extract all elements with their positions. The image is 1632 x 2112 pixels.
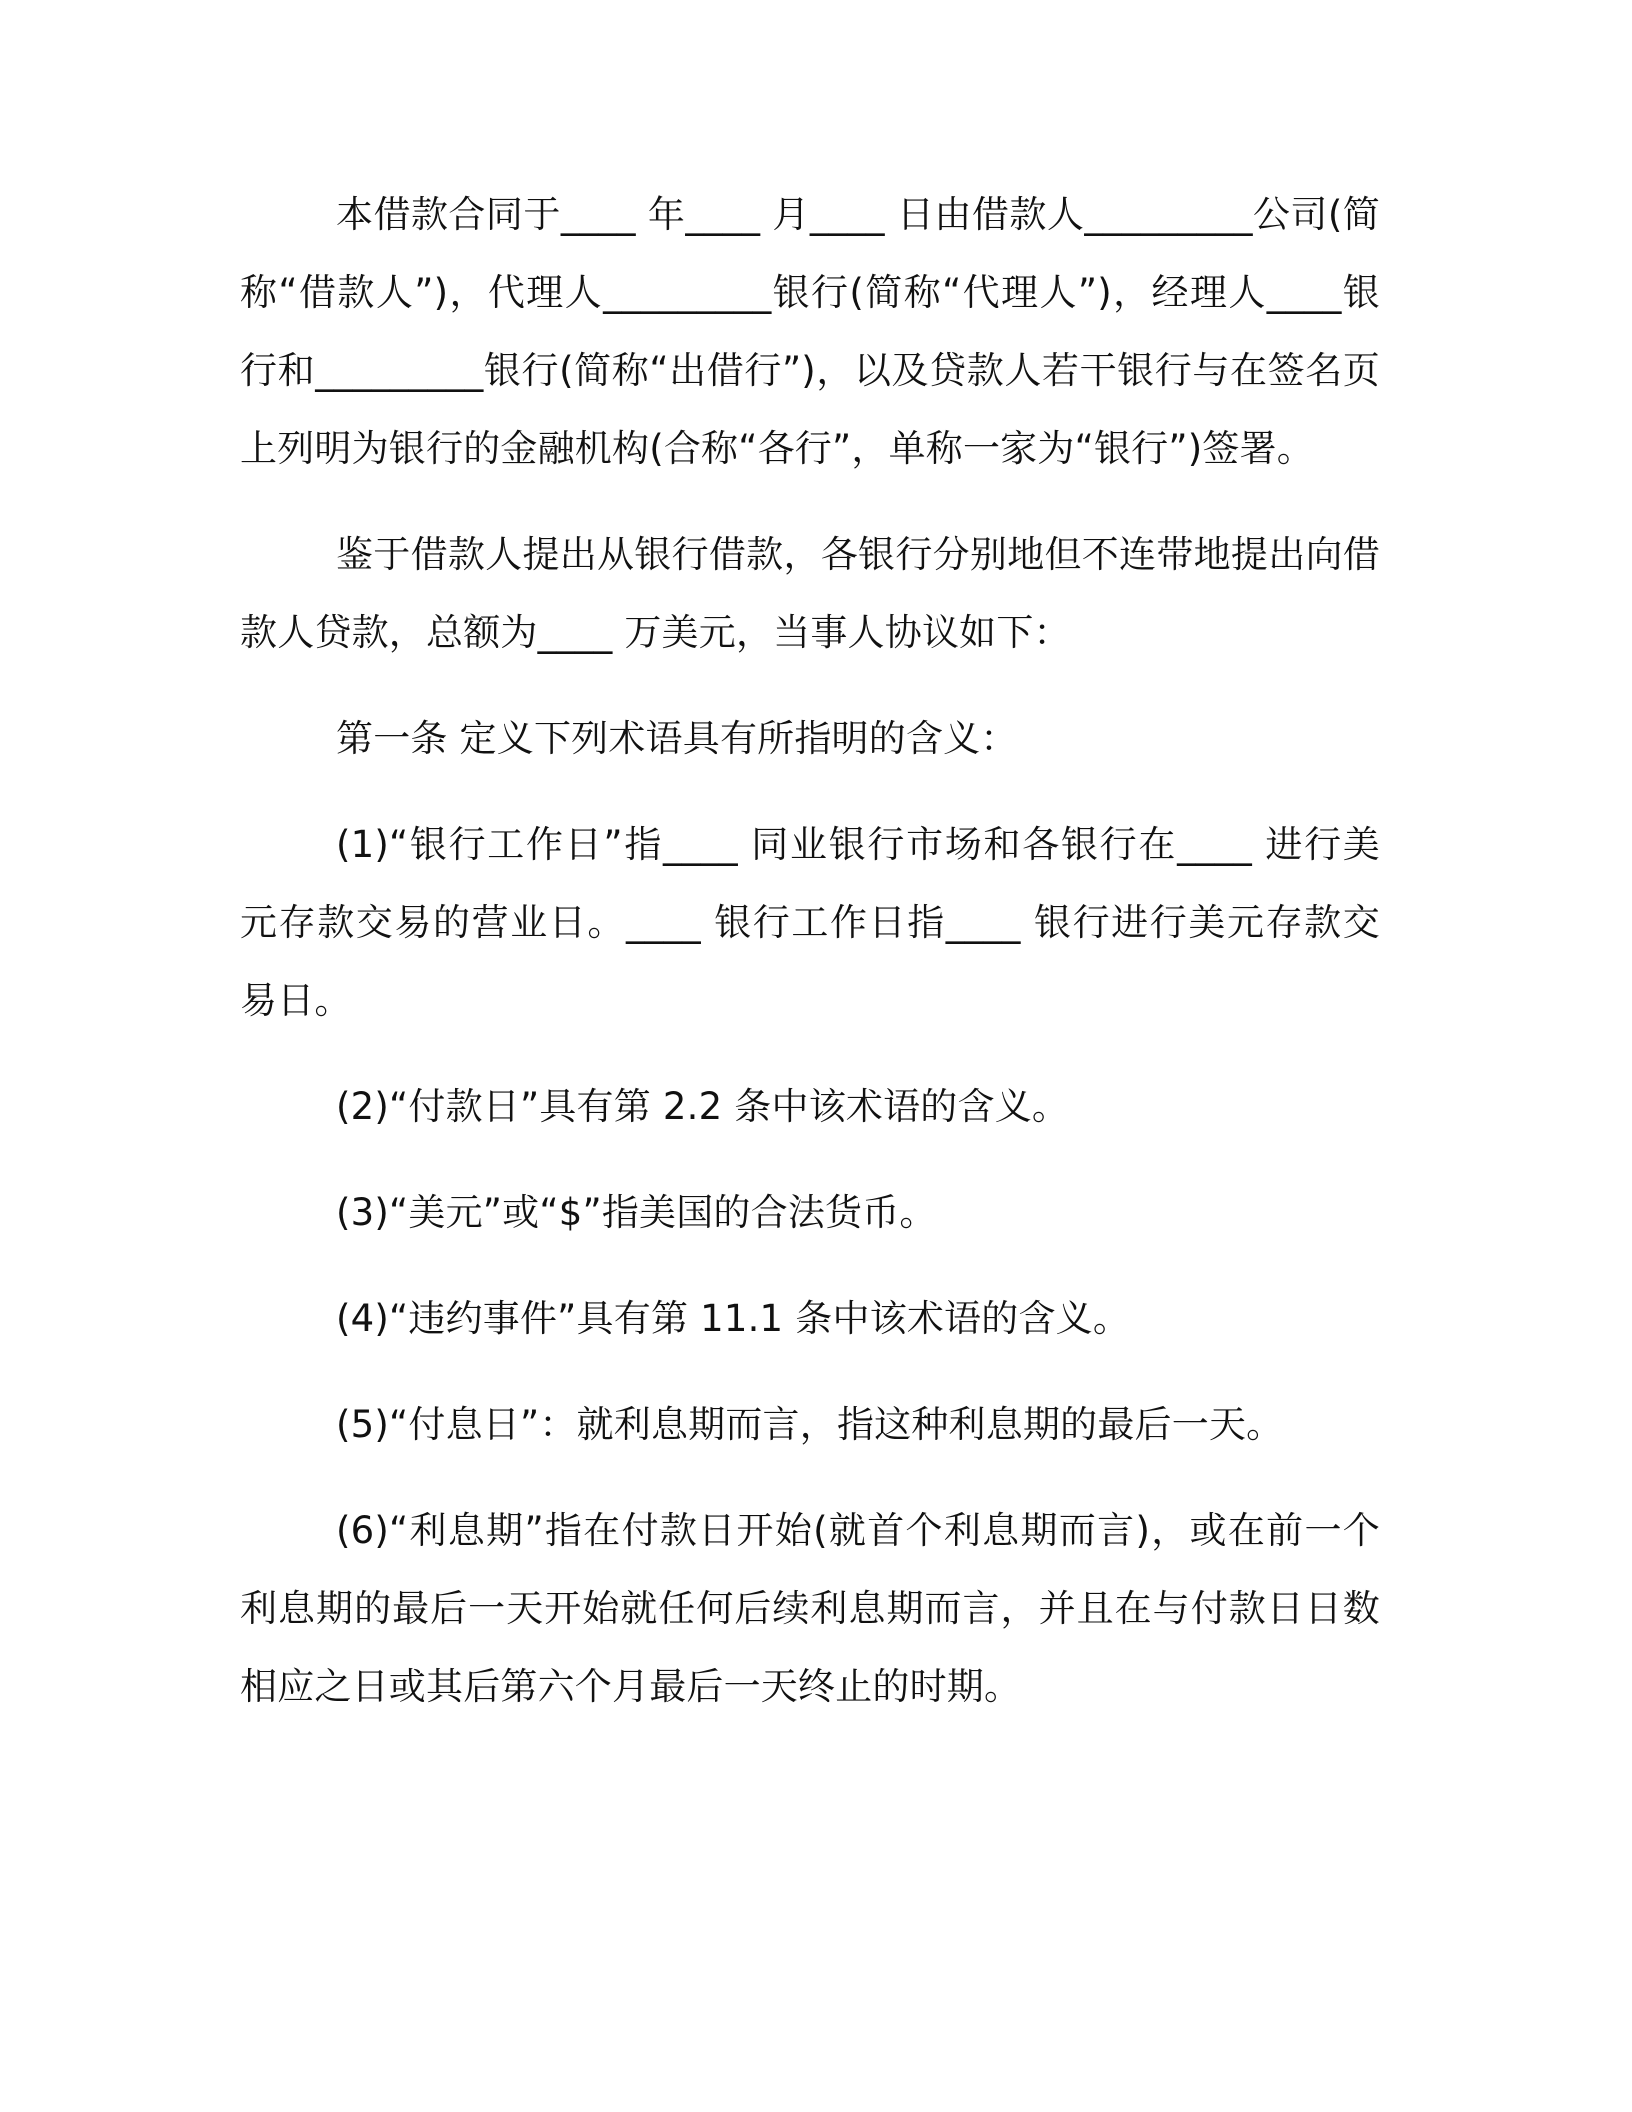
article-one-heading: 第一条 定义下列术语具有所指明的含义：: [336, 717, 1018, 760]
definition-banking-day: (1)“银行工作日”指____ 同业银行市场和各银行在____ 进行美元存款交易的营业日。____ 银行工作日指____ 银行进行美元存款交易日。: [240, 823, 1380, 1022]
definition-interest-period: (6)“利息期”指在付款日开始(就首个利息期而言)，或在前一个利息期的最后一天开始就任何后续利息期而言，并且在与付款日日数相应之日或其后第六个月最后一天终止的时期。: [240, 1509, 1380, 1708]
definition-dollar: (3)“美元”或“$”指美国的合法货币。: [336, 1191, 937, 1234]
document-body: [240, 176, 1380, 1754]
definition-payment-date: (2)“付款日”具有第 2.2 条中该术语的含义。: [336, 1085, 1070, 1128]
definition-event-of-default: (4)“违约事件”具有第 11.1 条中该术语的含义。: [336, 1297, 1131, 1340]
paragraph-preamble: 本借款合同于____ 年____ 月____ 日由借款人_________公司(简称“借款人”)，代理人_________银行(简称“代理人”)，经理人____银行和_________银行(简称“出借行”)，以及贷款人若干银行与在签名页上列明为银行的金融机构(合称“各行”，单称一家为“银行”)签署。: [240, 193, 1380, 470]
paragraph-recital: 鉴于借款人提出从银行借款，各银行分别地但不连带地提出向借款人贷款，总额为____ 万美元，当事人协议如下：: [240, 533, 1380, 654]
definition-interest-payment-date: (5)“付息日”：就利息期而言，指这种利息期的最后一天。: [336, 1403, 1284, 1446]
